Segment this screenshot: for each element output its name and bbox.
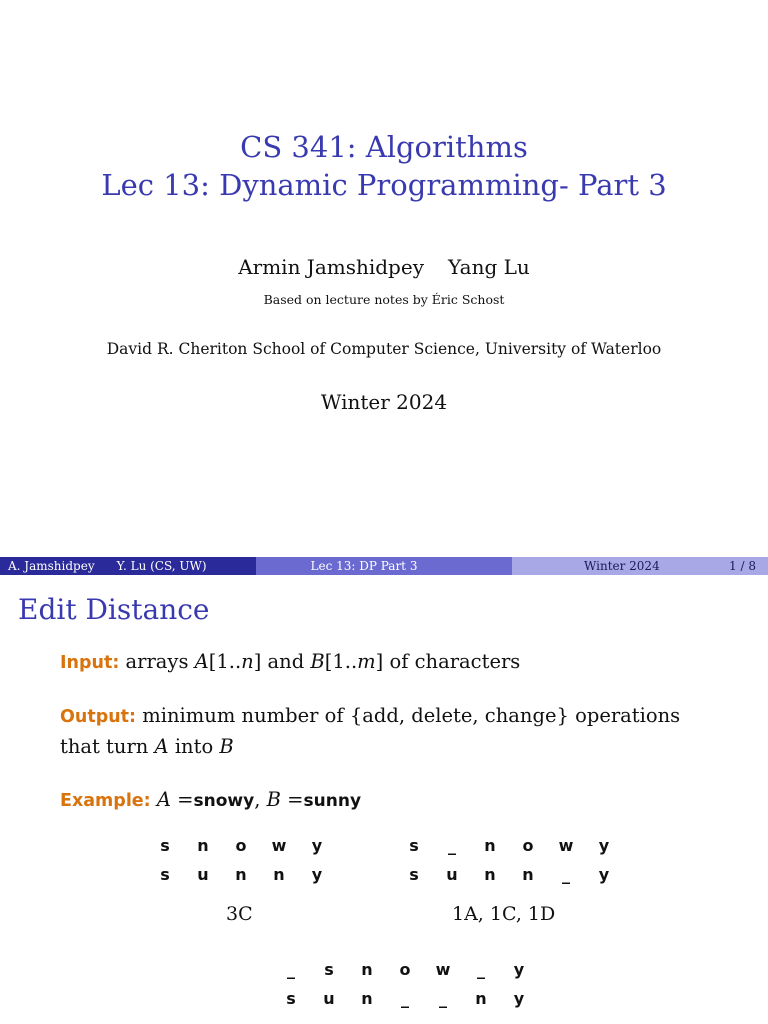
align-char: s <box>324 960 334 979</box>
author-name: Yang Lu <box>448 255 530 279</box>
alignment-bottom-row <box>395 860 623 889</box>
align-char: n <box>522 865 534 884</box>
text: ] of characters <box>375 650 521 673</box>
input-line <box>60 647 520 678</box>
align-char: y <box>311 865 323 884</box>
author-name: Armin Jamshidpey <box>238 255 424 279</box>
math-var: B <box>310 650 325 673</box>
footer-date: Winter 2024 <box>584 559 660 573</box>
align-char: n <box>475 989 487 1008</box>
footer-lecture: Lec 13: DP Part 3 <box>256 557 512 575</box>
align-char: _ <box>401 989 409 1008</box>
align-char: n <box>484 865 496 884</box>
alignment-1 <box>146 831 336 889</box>
slide-footer <box>0 557 768 575</box>
text: , <box>254 788 267 811</box>
string-a: snowy <box>193 791 255 811</box>
align-char: n <box>484 836 496 855</box>
align-char: o <box>399 960 411 979</box>
align-char: y <box>311 836 323 855</box>
align-char: n <box>273 865 285 884</box>
math-var: B <box>266 788 281 811</box>
align-char: s <box>286 989 296 1008</box>
footer-info <box>512 557 768 575</box>
course-title: CS 341: Algorithms <box>240 130 528 164</box>
align-char: s <box>409 836 419 855</box>
align-char: y <box>513 960 525 979</box>
align-char: _ <box>562 865 570 884</box>
math-var: B <box>219 735 234 758</box>
align-char: _ <box>477 960 485 979</box>
math-var: m <box>357 650 376 673</box>
align-char: y <box>513 989 525 1008</box>
text: arrays <box>125 650 195 673</box>
align-char: u <box>446 865 458 884</box>
alignment-2 <box>395 831 623 889</box>
example-label: Example: <box>60 791 151 811</box>
align-char: n <box>361 989 373 1008</box>
align-char: _ <box>287 960 295 979</box>
align-char: o <box>235 836 247 855</box>
align-char: _ <box>448 836 456 855</box>
term: Winter 2024 <box>320 390 448 414</box>
alignment-3 <box>272 955 538 1013</box>
align-char: w <box>435 960 451 979</box>
page-number: 1 / 8 <box>729 559 756 573</box>
align-char: s <box>409 865 419 884</box>
alignment-top-row <box>146 831 336 860</box>
math-var: A <box>194 650 209 673</box>
align-char: y <box>598 865 610 884</box>
text: = <box>280 788 304 811</box>
output-line <box>60 701 680 732</box>
authors <box>0 255 768 279</box>
align-char: n <box>235 865 247 884</box>
align-char: u <box>323 989 335 1008</box>
text: into <box>168 735 220 758</box>
institution: David R. Cheriton School of Computer Science, University of Waterloo <box>106 340 662 358</box>
text: [1.. <box>324 650 358 673</box>
align-char: y <box>598 836 610 855</box>
text: [1.. <box>208 650 242 673</box>
alignment-1-cost: 3C <box>226 903 253 925</box>
text: that turn <box>60 735 155 758</box>
align-char: _ <box>439 989 447 1008</box>
slide-title <box>0 128 768 204</box>
align-char: s <box>160 836 170 855</box>
math-var: A <box>156 788 171 811</box>
alignment-bottom-row <box>146 860 336 889</box>
alignment-bottom-row <box>272 984 538 1013</box>
align-char: n <box>361 960 373 979</box>
credit-note: Based on lecture notes by Éric Schost <box>263 292 505 307</box>
footer-author: A. Jamshidpey <box>8 559 95 573</box>
example-line <box>60 785 361 816</box>
align-char: s <box>160 865 170 884</box>
math-var: n <box>241 650 254 673</box>
align-char: u <box>197 865 209 884</box>
output-line <box>60 732 680 761</box>
string-b: sunny <box>303 791 362 811</box>
footer-author: Y. Lu (CS, UW) <box>116 559 207 573</box>
align-char: w <box>271 836 287 855</box>
align-char: n <box>197 836 209 855</box>
text: ] and <box>253 650 311 673</box>
align-char: o <box>522 836 534 855</box>
math-var: A <box>154 735 169 758</box>
alignment-top-row <box>395 831 623 860</box>
frame-title: Edit Distance <box>18 593 210 626</box>
text: minimum number of {add, delete, change} operations <box>142 704 681 727</box>
footer-authors <box>0 557 256 575</box>
text: = <box>170 788 194 811</box>
alignment-top-row <box>272 955 538 984</box>
edit-distance-slide <box>0 575 768 1024</box>
output-block <box>60 701 680 761</box>
input-label: Input: <box>60 653 120 673</box>
align-char: w <box>558 836 574 855</box>
lecture-title: Lec 13: Dynamic Programming- Part 3 <box>101 168 667 202</box>
alignment-2-cost: 1A, 1C, 1D <box>452 903 556 925</box>
output-label: Output: <box>60 707 137 727</box>
